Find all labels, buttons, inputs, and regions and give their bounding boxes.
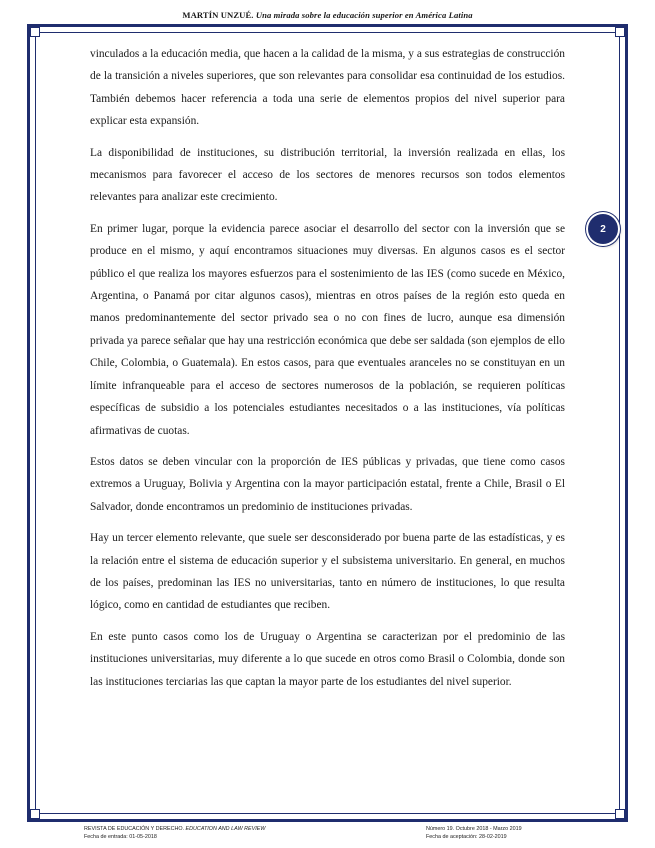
footer-entry-date: Fecha de entrada: 01-05-2018	[84, 834, 157, 840]
paragraph: Estos datos se deben vincular con la proporción de IES públicas y privadas, que tiene como casos extremos a Uruguay, Bolivia y Argentina con la mayor participación estatal, frente a Chile, Brasil o El Salvador, donde encontramos un predominio de instituciones privadas.	[90, 455, 565, 513]
frame-corner-ornament	[615, 27, 625, 37]
frame-corner-ornament	[615, 809, 625, 819]
footer-journal-line	[84, 825, 265, 833]
page-number: 2	[600, 223, 606, 235]
paragraph: En primer lugar, porque la evidencia parece asociar el desarrollo del sector con la inversión que se produce en el mismo, y aquí encontramos situaciones muy diversas. En algunos casos es el sector público el que realiza los mayores esfuerzos para el sostenimiento de las IES (como sucede en México, Argentina, o Panamá por citar algunos casos), mientras en otros países de la región esto queda en manos predominantemente del sector privado sea o no con fines de lucro, aunque esa dimensión privada ya parece señalar que hay una restricción económica que debe ser saldada (son ejemplos de ello Chile, Colombia, o Guatemala). En estos casos, para que eventuales aranceles no se constituyan en un límite infranqueable para el acceso de sectores numerosos de la población, se requieren políticas específicas de subsidio a los potenciales estudiantes necesitados o a las instituciones, vía políticas afirmativas de cuotas.	[90, 222, 565, 437]
frame-corner-ornament	[30, 27, 40, 37]
header-author: MARTÍN UNZUÉ.	[182, 10, 254, 20]
footer-issue: Número 19. Octubre 2018 - Marzo 2019	[426, 826, 522, 832]
paragraph: En este punto casos como los de Uruguay o Argentina se caracterizan por el predominio de las instituciones universitarias, muy diferente a lo que sucede en otros como Brasil o Colombia, donde son las instituciones terciarias las que captan la mayor parte de los estudiantes del nivel superior.	[90, 630, 565, 688]
running-header	[0, 10, 655, 20]
page-number-badge	[588, 214, 618, 244]
paragraph: Hay un tercer elemento relevante, que suele ser desconsiderado por buena parte de las estadísticas, y es la relación entre el sistema de educación superior y el subsistema universitario. En general, en muchos de los países, predominan las IES no universitarias, tanto en número de instituciones, lo que resulta lógico, como en cantidad de estudiantes que reciben.	[90, 532, 565, 612]
body-text	[90, 43, 565, 702]
footer-left	[84, 825, 265, 841]
paragraph: La disponibilidad de instituciones, su distribución territorial, la inversión realizada en ellas, los mecanismos para favorecer el acceso de los sectores de menores recursos son todos elementos relevantes para analizar este crecimiento.	[90, 146, 565, 204]
footer-journal-en: EDUCATION AND LAW REVIEW	[185, 826, 266, 832]
footer-acceptance-date: Fecha de aceptación: 28-02-2019	[426, 834, 507, 840]
footer-journal: REVISTA DE EDUCACIÓN Y DERECHO.	[84, 826, 185, 832]
header-title: Una mirada sobre la educación superior en América Latina	[255, 10, 473, 20]
footer-right	[426, 825, 522, 841]
frame-corner-ornament	[30, 809, 40, 819]
paragraph: vinculados a la educación media, que hacen a la calidad de la misma, y a sus estrategias de construcción de la transición a niveles superiores, que son relevantes para consolidar esa continuidad de los estudios. También debemos hacer referencia a toda una serie de elementos propios del nivel superior para explicar esta expansión.	[90, 48, 565, 128]
